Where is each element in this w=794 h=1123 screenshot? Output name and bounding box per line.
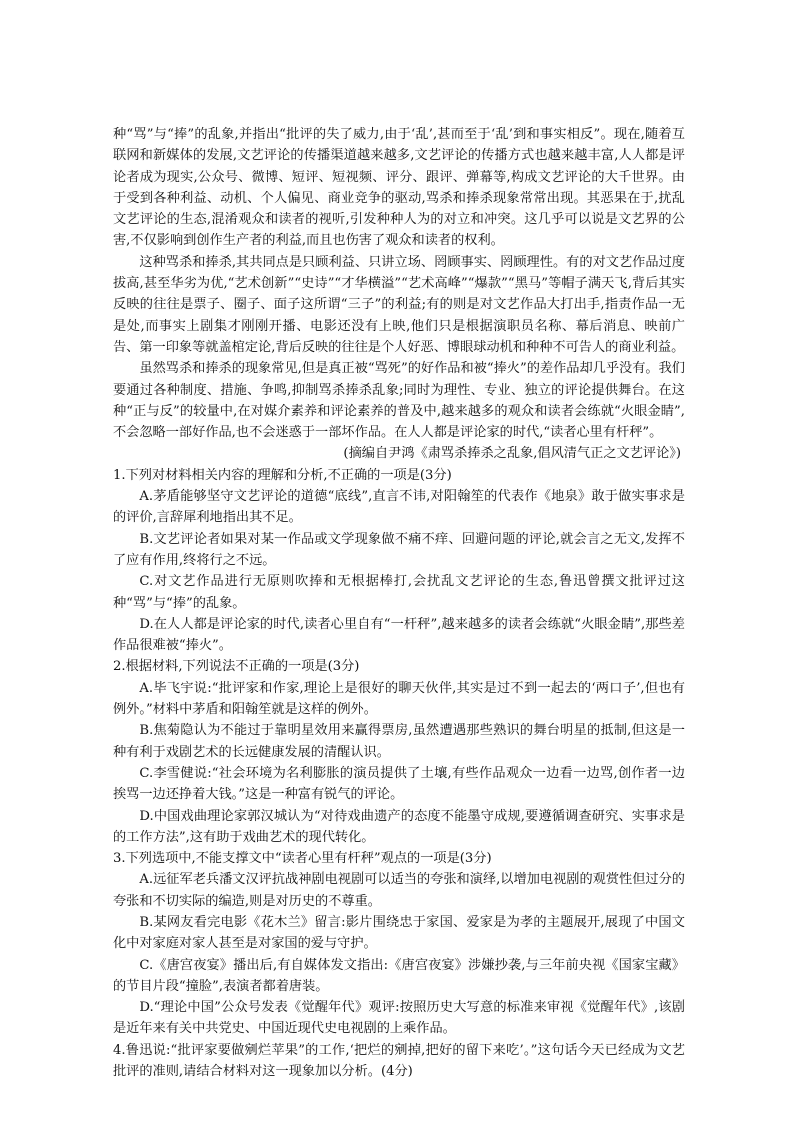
option-c: C.李雪健说:“社会环境为名利膨胀的演员提供了土壤,有些作品观众一边看一边骂,创作者一边挨骂一边还挣着大钱。”这是一种富有锐气的评论。 bbox=[113, 765, 685, 803]
option-a: A.远征军老兵潘文汉评抗战神剧电视剧可以适当的夸张和演绎,以增加电视剧的观赏性但过分的夸张和不切实际的编造,则是对历史的不尊重。 bbox=[113, 872, 685, 909]
article-paragraph-3: 虽然骂杀和捧杀的现象常见,但是真正被“骂死”的好作品和被“捧火”的差作品却几乎没有。我们要通过各种制度、措施、争鸣,抑制骂杀捧杀乱象;同时为理性、专业、独立的评论提供舞台。在这种“正与反”的较量中,在对媒介素养和评论素养的普及中,越来越多的观众和读者会练就“火眼金睛”,不会忽略一部好作品,也不会迷惑于一部坏作品。在人人都是评论家的时代,“读者心里有杆秤”。 bbox=[113, 361, 685, 441]
question-stem: 4.鲁迅说:“批评家要做剜烂苹果”的工作,‘把烂的剜掉,把好的留下来吃’。”这句话今天已经成为文艺批评的准则,请结合材料对这一现象加以分析。(4分) bbox=[113, 1042, 685, 1080]
option-d: D.中国戏曲理论家郭汉城认为“对待戏曲遗产的态度不能墨守成规,要遵循调查研究、实事求是的工作方法”,这有助于戏曲艺术的现代转化。 bbox=[113, 808, 685, 845]
question-stem: 2.根据材料,下列说法不正确的一项是(3分) bbox=[113, 659, 360, 675]
option-a: A.毕飞宇说:“批评家和作家,理论上是很好的聊天伙伴,其实是过不到一起去的‘两口子’,但也有例外。”材料中茅盾和阳翰笙就是这样的例外。 bbox=[113, 680, 685, 718]
question-stem: 1.下列对材料相关内容的理解和分析,不正确的一项是(3分) bbox=[113, 467, 452, 483]
question-list bbox=[113, 465, 685, 1083]
option-c: C.《唐宫夜宴》播出后,有自媒体发文指出:《唐宫夜宴》涉嫌抄袭,与三年前央视《国家宝藏》的节目片段“撞脸”,表演者都着唐装。 bbox=[113, 957, 685, 994]
option-b: B.文艺评论者如果对某一作品或文学现象做不痛不痒、回避问题的评论,就会言之无文,发挥不了应有作用,终将行之不远。 bbox=[113, 531, 685, 568]
question-1 bbox=[113, 465, 685, 657]
option-d: D.“理论中国”公众号发表《觉醒年代》观评:按照历史大写意的标准来审视《觉醒年代》,该剧是近年来有关中共党史、中国近现代史电视剧的上乘作品。 bbox=[113, 1000, 685, 1037]
article-body bbox=[113, 124, 685, 465]
option-b: B.焦菊隐认为不能过于靠明星效用来赢得票房,虽然遭遇那些熟识的舞台明星的抵制,但这是一种有利于戏剧艺术的长远健康发展的清醒认识。 bbox=[113, 723, 685, 760]
document-page bbox=[113, 124, 685, 1082]
option-b: B.某网友看完电影《花木兰》留言:影片围绕忠于家国、爱家是为孝的主题展开,展现了中国文化中对家庭对家人甚至是对家国的爱与守护。 bbox=[113, 914, 685, 952]
option-d: D.在人人都是评论家的时代,读者心里自有“一杆秤”,越来越多的读者会练就“火眼金睛”,那些差作品很难被“捧火”。 bbox=[113, 616, 685, 654]
question-4 bbox=[113, 1040, 685, 1083]
article-paragraph-1: 种“骂”与“捧”的乱象,并指出“批评的失了威力,由于‘乱’,甚而至于‘乱’到和事实相反”。现在,随着互联网和新媒体的发展,文艺评论的传播渠道越来越多,文艺评论的传播方式也越来越丰富,人人都是评论者成为现实,公众号、微博、短评、短视频、评分、跟评、弹幕等,构成文艺评论的大千世界。由于受到各种利益、动机、个人偏见、商业竞争的驱动,骂杀和捧杀现象常常出现。其恶果在于,扰乱文艺评论的生态,混淆观众和读者的视听,引发种种人为的对立和冲突。这几乎可以说是文艺界的公害,不仅影响到创作生产者的利益,而且也伤害了观众和读者的权利。 bbox=[113, 127, 685, 249]
option-c: C.对文艺作品进行无原则吹捧和无根据棒打,会扰乱文艺评论的生态,鲁迅曾撰文批评过这种“骂”与“捧”的乱象。 bbox=[113, 574, 685, 611]
question-3 bbox=[113, 848, 685, 1040]
article-paragraph-2: 这种骂杀和捧杀,其共同点是只顾利益、只讲立场、罔顾事实、罔顾理性。有的对文艺作品过度拔高,甚至华劣为优,“艺术创新”“史诗”“才华横溢”“艺术高峰”“爆款”“黑马”等帽子满天飞,背后其实反映的往往是票子、圈子、面子这所谓“三子”的利益;有的则是对文艺作品大打出手,指责作品一无是处,而事实上剧集才刚刚开播、电影还没有上映,他们只是根据演职员名称、幕后消息、映前广告、第一印象等就盖棺定论,背后反映的往往是个人好恶、博眼球动机和种种不可告人的商业利益。 bbox=[113, 254, 685, 355]
article-source: (摘编自尹鸿《肃骂杀捧杀之乱象,倡风清气正之文艺评论》) bbox=[343, 446, 681, 462]
question-stem: 3.下列选项中,不能支撑文中“读者心里有杆秤”观点的一项是(3分) bbox=[113, 851, 492, 867]
question-2 bbox=[113, 656, 685, 848]
option-a: A.茅盾能够坚守文艺评论的道德“底线”,直言不讳,对阳翰笙的代表作《地泉》敢于做实事求是的评价,言辞犀利地指出其不足。 bbox=[113, 489, 685, 526]
